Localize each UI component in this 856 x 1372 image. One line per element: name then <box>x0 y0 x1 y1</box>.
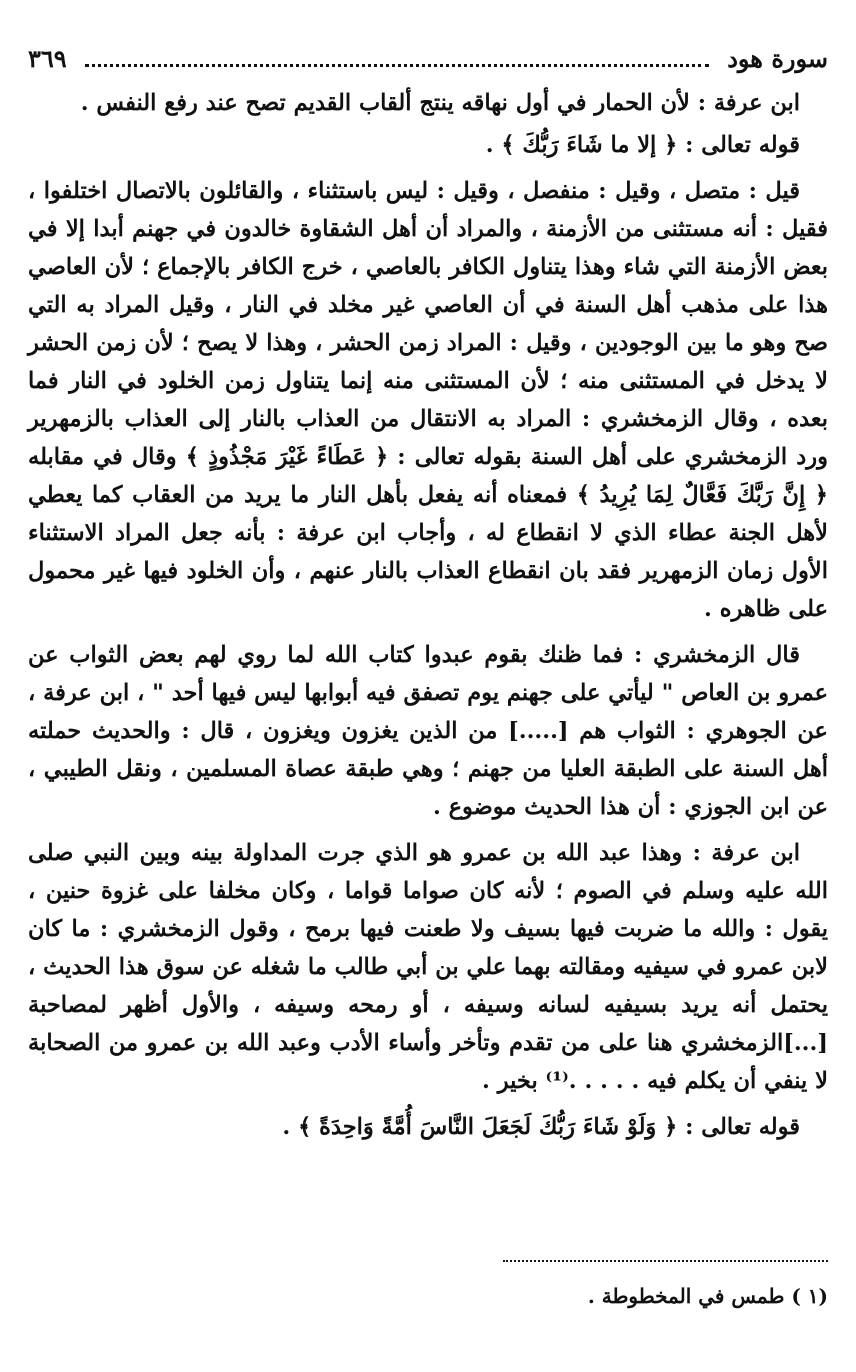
paragraph-1: ابن عرفة : لأن الحمار في أول نهاقه ينتج ألقاب القديم تصح عند رفع النفس . <box>80 90 800 116</box>
paragraph-3: قيل : متصل ، وقيل : منفصل ، وقيل : ليس باستثناء ، والقائلون بالاتصال اختلفوا ، فقيل : أنه مستثنى من الأزمنة ، والمراد أن أهل الشقاوة خالدون في جهنم أبدا إلا في بعض الأزمنة التي شاء وهذا يتناول الكافر بالعاصي ، خرج الكافر بالإجماع ؛ لأن العاصي هذا على مذهب أهل السنة في أن العاصي غير مخلد في النار ، وقيل المراد به التي صح وهو ما بين الوجودين ، وقيل : المراد زمن الحشر ، وهذا لا يصح ؛ لأن زمن الحشر لا يدخل في المستثنى منه ؛ لأن المستثنى منه إنما يتناول زمن الخلود في النار فما بعده ، وقال الزمخشري : المراد به الانتقال من العذاب بالنار إلى العذاب بالزمهرير ورد الزمخشري على أهل السنة بقوله تعالى : ﴿ عَطَاءً غَيْرَ مَجْذُوذٍ ﴾ وقال في مقابله ﴿ إِنَّ رَبَّكَ فَعَّالٌ لِمَا يُرِيدُ ﴾ فمعناه أنه يفعل بأهل النار ما يريد من العقاب كما يعطي لأهل الجنة عطاء الذي لا انقطاع له ، وأجاب ابن عرفة : بأنه جعل المراد الاستثناء الأول زمان الزمهرير فقد بان انقطاع العذاب بالنار عنهم ، وأن الخلود فيها غير محمول على ظاهره . <box>28 178 828 622</box>
header-dotted-rule <box>85 64 710 67</box>
paragraph-4: قال الزمخشري : فما ظنك بقوم عبدوا كتاب الله لما روي لهم بعض الثواب عن عمرو بن العاص " ليأتي على جهنم يوم تصفق فيه أبوابها ليس فيها أحد " ، ابن عرفة ، عن الجوهري : الثواب هم [.....] من الذين يغزون ويغزون ، قال : والحديث حملته أهل السنة على الطبقة العليا من جهنم ؛ وهي طبقة عصاة المسلمين ، ونقل الطيبي ، عن ابن الجوزي : أن هذا الحديث موضوع . <box>28 642 828 820</box>
paragraph-2: قوله تعالى : ﴿ إلا ما شَاءَ رَبُّكَ ﴾ . <box>485 132 800 158</box>
paragraph-5: ابن عرفة : وهذا عبد الله بن عمرو هو الذي جرت المداولة بينه وبين النبي صلى الله عليه وسلم في الصوم ؛ لأنه كان صواما قواما ، وكان مخلفا على غزوة حنين ، يقول : والله ما ضربت فيها بسيف ولا طعنت فيها برمح ، وقول الزمخشري : ما كان لابن عمرو في سيفيه ومقالته بهما علي بن أبي طالب ما شغله عن سوق هذا الحديث ، يحتمل أنه يريد بسيفيه لسانه وسيفه ، أو رمحه وسيفه ، والأول أظهر لمصاحبة [...]الزمخشري هنا على من تقدم وتأخر وأساء الأدب وعبد الله بن عمرو من الصحابة لا ينفي أن يكلم فيه . . . . .⁽¹⁾ بخير . <box>28 840 828 1094</box>
footnote-divider <box>503 1260 828 1262</box>
page-number: ٣٦٩ <box>28 44 67 73</box>
page-body <box>28 82 828 1146</box>
surah-title: سورة هود <box>727 44 828 73</box>
paragraph-6: قوله تعالى : ﴿ وَلَوْ شَاءَ رَبُّكَ لَجَعَلَ النَّاسَ أُمَّةً وَاحِدَةً ﴾ . <box>282 1114 800 1140</box>
footnote: (١ ) طمس في المخطوطة . <box>587 1284 828 1308</box>
document-page <box>28 36 828 1346</box>
page-header <box>28 36 828 82</box>
